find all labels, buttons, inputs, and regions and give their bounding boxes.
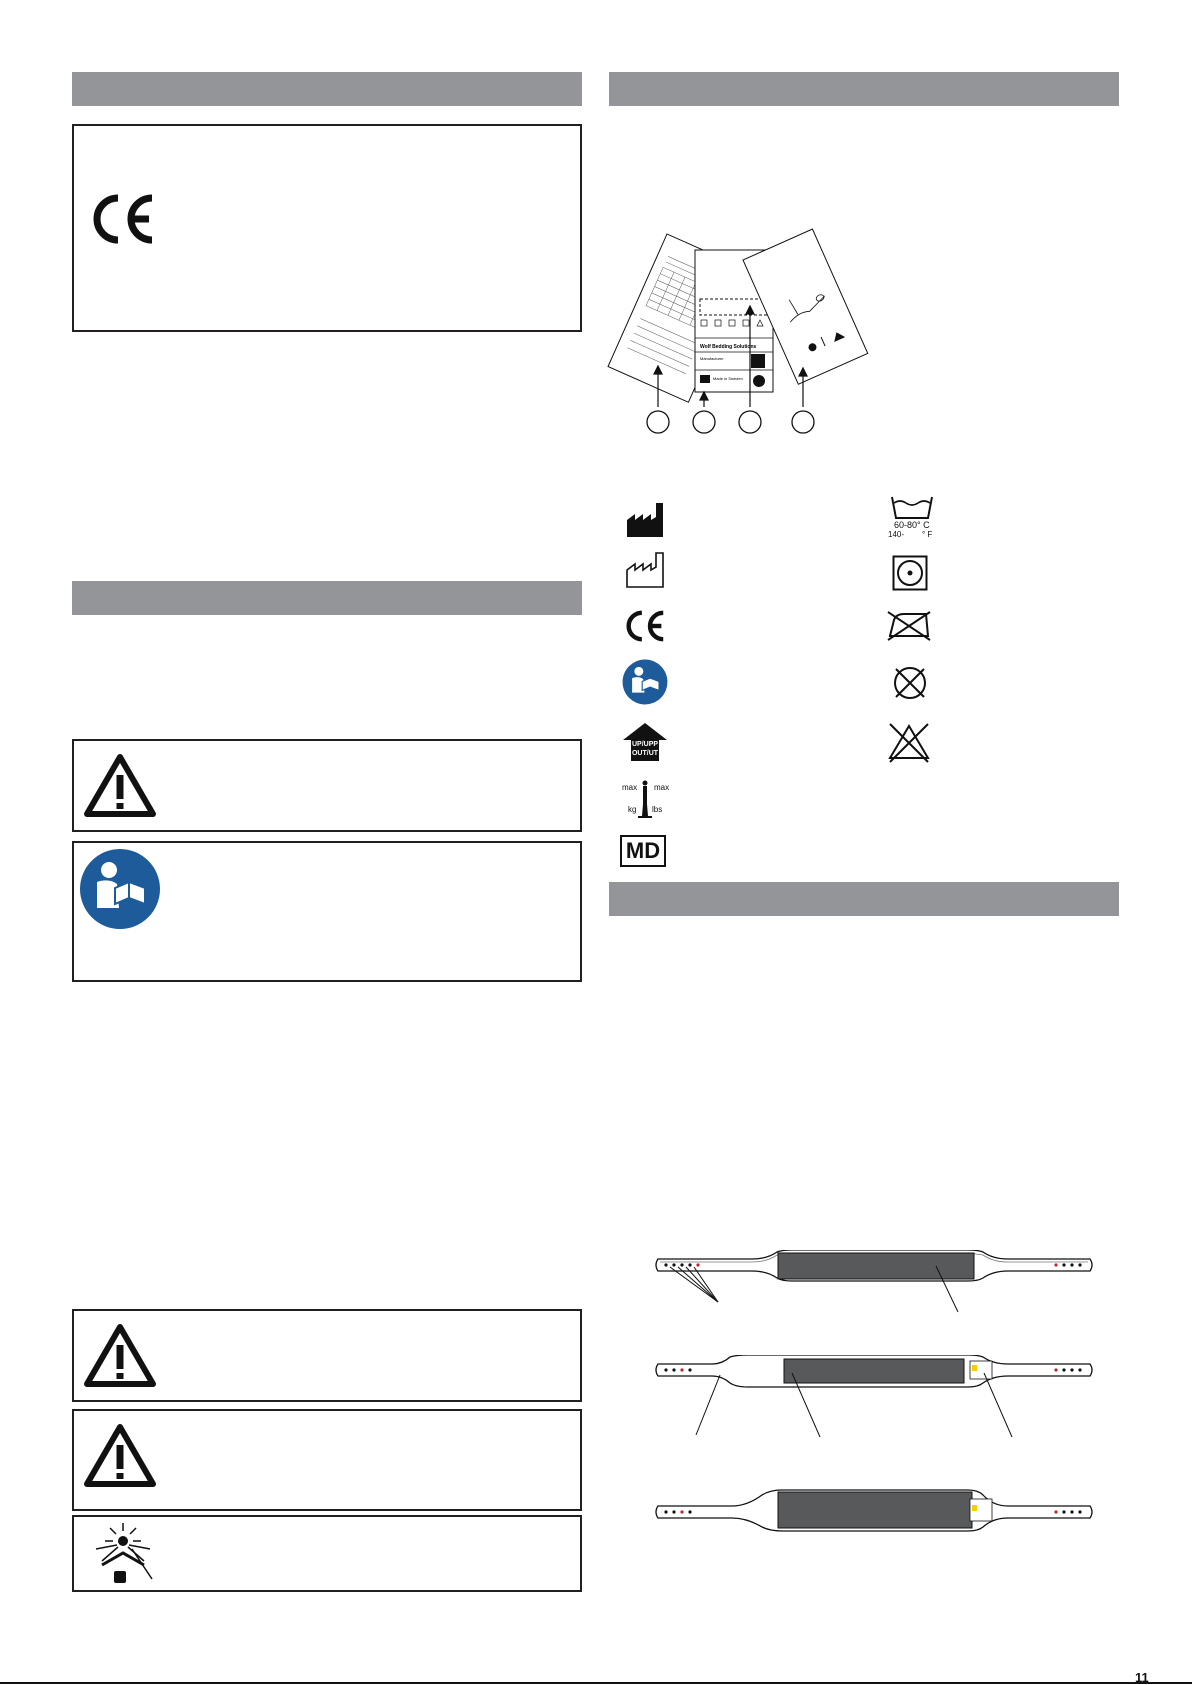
product-labels-figure [605,222,885,437]
lbs-label: lbs [652,805,663,814]
kg-label: kg [628,805,637,814]
manufacture-date-icon [626,552,664,588]
up-out-arrow-icon [622,722,668,762]
warning-box-2 [72,1309,582,1402]
section-header-band-4 [609,882,1119,916]
read-manual-icon [79,848,161,930]
keep-away-sunlight-box [72,1515,582,1592]
warning-triangle-icon [84,1323,156,1387]
do-not-iron-icon [886,608,932,642]
keep-away-from-sunlight-icon [88,1521,158,1589]
section-header-band-1 [72,72,582,106]
section-header-band-2 [72,581,582,615]
wash-temp-f2-label: ° F [922,530,933,539]
do-not-dry-clean-icon [890,663,930,703]
label-sheet-text: Wolf Bedding Solutions [700,344,757,350]
footer-rule [0,1682,1192,1684]
page-number: 11 [1135,1670,1149,1685]
ce-mark-icon [88,194,158,244]
medical-device-icon [620,835,666,867]
max-right-label: max [654,783,670,792]
label-sheet-text: Made in Sweden [713,376,743,381]
warning-triangle-icon [84,753,156,817]
warning-triangle-icon [84,1423,156,1487]
up-label: UP/UPP [631,741,659,748]
warning-box-1 [72,739,582,832]
sling-figure-3 [652,1485,1096,1545]
md-label: MD [625,838,661,863]
ce-mark-icon [623,610,667,642]
sling-figure-2 [652,1355,1096,1445]
max-left-label: max [622,783,638,792]
tumble-dry-icon [892,555,928,591]
sling-figure-1 [652,1250,1096,1340]
read-manual-icon [622,659,668,705]
ce-declaration-box [72,124,582,332]
read-instructions-box [72,841,582,982]
out-label: OUT/UT [631,750,659,757]
warning-box-3 [72,1409,582,1511]
wash-temp-f-label: 140- [888,530,905,539]
wash-symbol-icon [882,494,942,542]
section-header-band-3 [609,72,1119,106]
manufacturer-icon [626,502,664,538]
label-sheet-text: Manufacturer [700,356,724,361]
do-not-bleach-icon [886,722,932,764]
wash-temp-label: 60-80° C [894,520,930,530]
max-weight-icon [618,780,674,820]
